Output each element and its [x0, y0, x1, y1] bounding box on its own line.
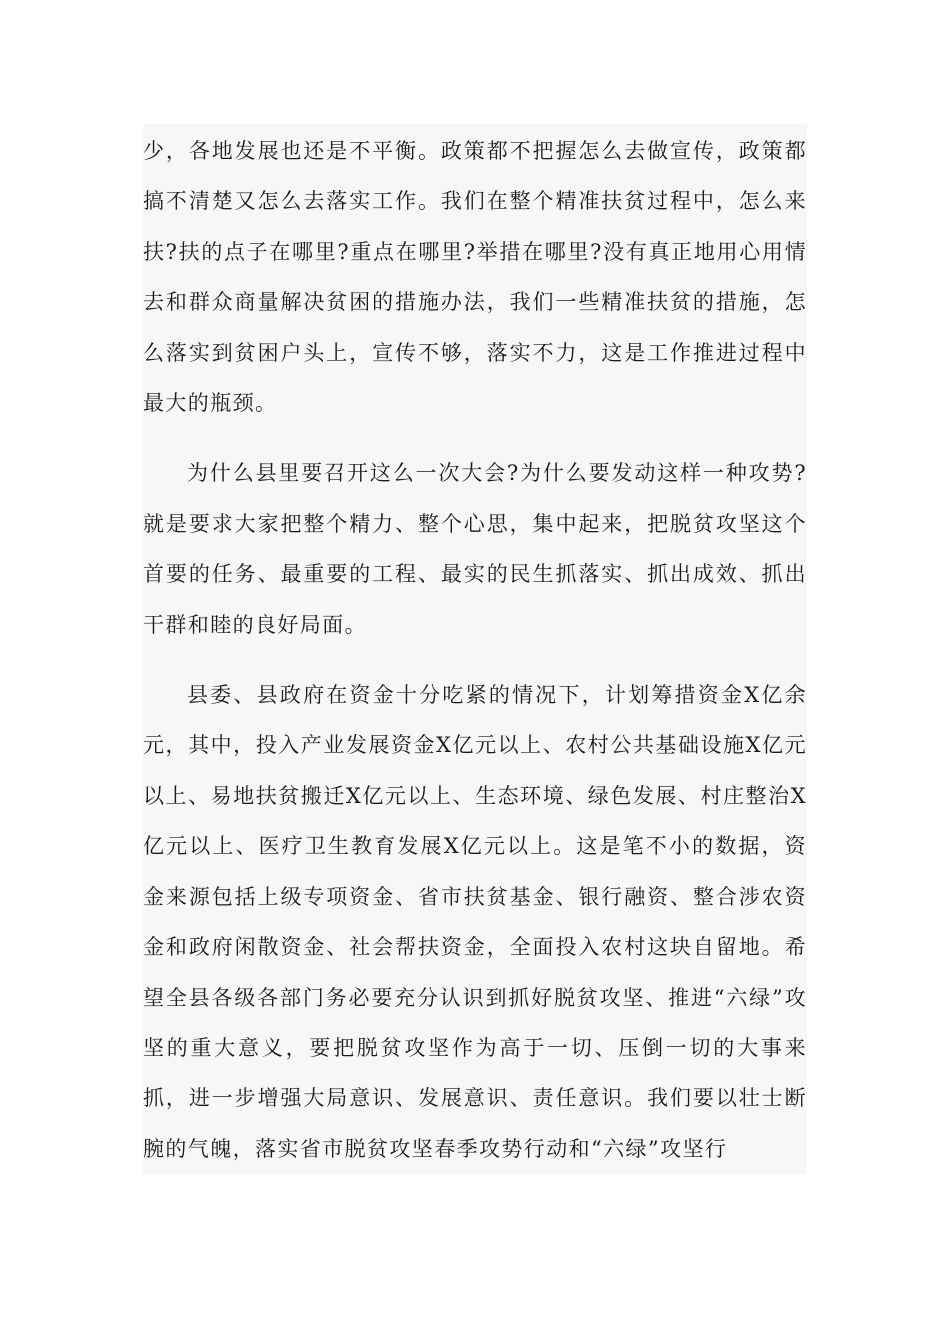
paragraph-1: 少，各地发展也还是不平衡。政策都不把握怎么去做宣传，政策都搞不清楚又怎么去落实工作。我们在整个精准扶贫过程中，怎么来扶?扶的点子在哪里?重点在哪里?举措在哪里?没有真正地用心用情去和群众商量解决贫困的措施办法，我们一些精准扶贫的措施，怎么落实到贫困户头上，宣传不够，落实不力，这是工作推进过程中最大的瓶颈。 — [143, 139, 807, 416]
paragraph-2: 为什么县里要召开这么一次大会?为什么要发动这样一种攻势?就是要求大家把整个精力、整个心思，集中起来，把脱贫攻坚这个首要的任务、最重要的工程、最实的民生抓落实、抓出成效、抓出干群和睦的良好局面。 — [143, 461, 807, 637]
paragraph-spacer — [143, 650, 807, 670]
paragraph-3: 县委、县政府在资金十分吃紧的情况下，计划筹措资金X亿余元，其中，投入产业发展资金X亿元以上、农村公共基础设施X亿元以上、易地扶贫搬迁X亿元以上、生态环境、绿色发展、村庄整治X亿元以上、医疗卫生教育发展X亿元以上。这是笔不小的数据，资金来源包括上级专项资金、省市扶贫基金、银行融资、整合涉农资金和政府闲散资金、社会帮扶资金，全面投入农村这块自留地。希望全县各级各部门务必要充分认识到抓好脱贫攻坚、推进“六绿”攻坚的重大意义，要把脱贫攻坚作为高于一切、压倒一切的大事来抓，进一步增强大局意识、发展意识、责任意识。我们要以壮士断腕的气魄，落实省市脱贫攻坚春季攻势行动和“六绿”攻坚行 — [143, 683, 807, 1161]
paragraph-spacer — [143, 428, 807, 448]
document-body — [143, 124, 807, 1174]
